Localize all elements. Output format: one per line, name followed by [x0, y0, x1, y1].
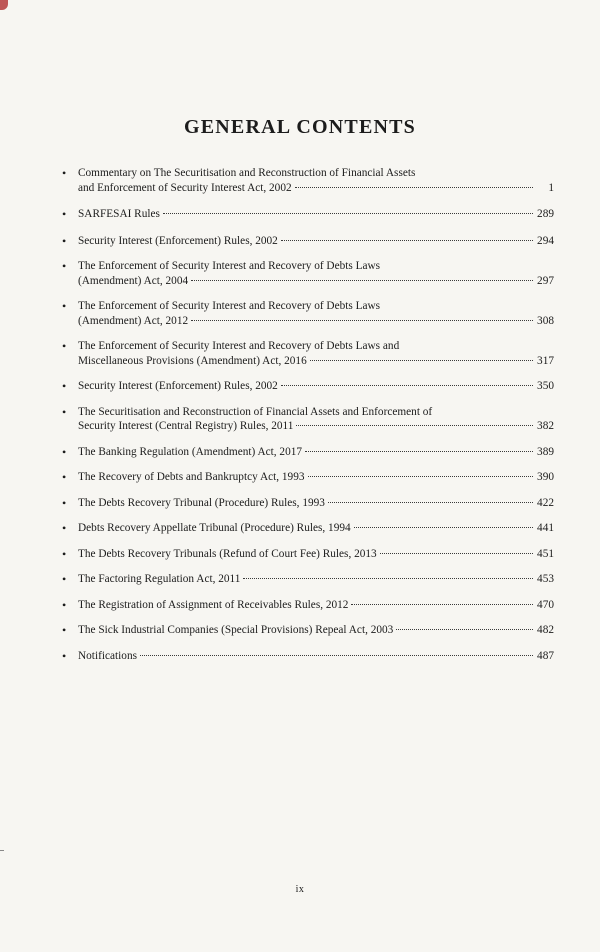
entry-page-number: 289: [537, 208, 554, 220]
entry-title: The Debts Recovery Tribunal (Procedure) Rules, 1993: [78, 496, 325, 509]
entry-page-number: 451: [537, 547, 554, 560]
entry-title-line2: and Enforcement of Security Interest Act, 2002: [78, 181, 292, 194]
entry-page-number: 294: [537, 234, 554, 247]
entry-title: The Factoring Regulation Act, 2011: [78, 573, 241, 585]
entry-page-number: 317: [537, 354, 554, 367]
contents-entry: [60, 166, 554, 195]
entry-page-number: 389: [537, 445, 554, 458]
entry-page-number: 308: [537, 314, 554, 327]
contents-entry: [60, 259, 554, 288]
dot-leader: [163, 213, 533, 214]
entry-page-number: 482: [537, 624, 554, 636]
bullet-icon: •: [62, 379, 67, 393]
entry-page-number: 1: [548, 181, 554, 194]
bullet-icon: •: [62, 597, 67, 612]
contents-entry: [60, 379, 554, 394]
bullet-icon: •: [62, 521, 67, 535]
contents-entry: [60, 649, 554, 664]
contents-entry: [60, 405, 554, 434]
contents-entry: [60, 339, 554, 368]
entry-title: The Registration of Assignment of Receivables Rules, 2012: [78, 598, 349, 611]
bullet-icon: •: [62, 339, 67, 353]
contents-entry: [60, 521, 554, 536]
contents-entry: [60, 496, 554, 511]
entry-title-line2: (Amendment) Act, 2012: [78, 314, 189, 327]
contents-entry: [60, 598, 554, 613]
entry-title-line1: The Enforcement of Security Interest and Recovery of Debts Laws and: [78, 340, 400, 352]
bullet-icon: •: [62, 495, 67, 510]
contents-entry: [60, 445, 554, 460]
bullet-icon: •: [62, 648, 67, 663]
entry-title-line1: The Enforcement of Security Interest and Recovery of Debts Laws: [78, 260, 381, 272]
page-margin-mark: [0, 850, 4, 851]
entry-title-line2: (Amendment) Act, 2004: [78, 274, 189, 287]
contents-entry: [60, 234, 554, 249]
dot-leader: [191, 320, 533, 321]
entry-page-number: 390: [537, 471, 554, 483]
bullet-icon: •: [62, 233, 67, 248]
dot-leader: [380, 553, 533, 554]
dot-leader: [140, 655, 533, 656]
bullet-icon: •: [62, 444, 67, 459]
entry-page-number: 382: [537, 420, 554, 432]
dot-leader: [191, 280, 533, 281]
bullet-icon: •: [62, 166, 67, 180]
dot-leader: [328, 502, 533, 503]
dot-leader: [351, 604, 533, 605]
page-title: GENERAL CONTENTS: [183, 116, 417, 138]
dot-leader: [310, 360, 533, 361]
entry-title: The Recovery of Debts and Bankruptcy Act, 1993: [78, 471, 305, 483]
bullet-icon: •: [62, 546, 67, 561]
bullet-icon: •: [62, 572, 67, 586]
entry-title-line1: Commentary on The Securitisation and Reconstruction of Financial Assets: [78, 167, 416, 179]
bullet-icon: •: [62, 259, 67, 273]
entry-title-line2: Security Interest (Central Registry) Rules, 2011: [78, 420, 294, 432]
entry-page-number: 470: [537, 598, 554, 611]
entry-title: Security Interest (Enforcement) Rules, 2002: [78, 234, 278, 247]
bullet-icon: •: [62, 404, 67, 419]
dot-leader: [281, 240, 533, 241]
dot-leader: [295, 187, 533, 188]
entry-page-number: 453: [537, 573, 554, 585]
entry-page-number: 297: [537, 274, 554, 287]
entry-title: The Sick Industrial Companies (Special Provisions) Repeal Act, 2003: [78, 624, 394, 636]
contents-entry: [60, 572, 554, 587]
entry-page-number: 422: [537, 496, 554, 509]
page-folio-number: ix: [295, 884, 305, 895]
bullet-icon: •: [62, 207, 67, 221]
contents-entry: [60, 547, 554, 562]
entry-title: Debts Recovery Appellate Tribunal (Procedure) Rules, 1994: [78, 522, 351, 534]
contents-entry: [60, 470, 554, 485]
contents-entry: [60, 623, 554, 638]
entry-page-number: 350: [537, 380, 554, 392]
contents-entry: [60, 299, 554, 328]
entry-page-number: 487: [537, 649, 554, 662]
entry-title: SARFESAI Rules: [78, 208, 160, 220]
dot-leader: [305, 451, 533, 452]
dot-leader: [308, 476, 533, 477]
contents-list: [60, 166, 554, 663]
entry-title-line2: Miscellaneous Provisions (Amendment) Act, 2016: [78, 354, 307, 367]
page-corner-mark: [0, 0, 8, 10]
contents-entry: [60, 207, 554, 222]
bullet-icon: •: [62, 470, 67, 484]
entry-title-line1: The Securitisation and Reconstruction of Financial Assets and Enforcement of: [78, 405, 433, 418]
dot-leader: [354, 527, 533, 528]
entry-title: The Banking Regulation (Amendment) Act, 2017: [78, 445, 303, 458]
entry-page-number: 441: [537, 522, 554, 534]
dot-leader: [281, 385, 533, 386]
entry-title: The Debts Recovery Tribunals (Refund of Court Fee) Rules, 2013: [78, 547, 377, 560]
entry-title: Notifications: [78, 649, 137, 662]
entry-title-line1: The Enforcement of Security Interest and Recovery of Debts Laws: [78, 300, 381, 312]
bullet-icon: •: [62, 623, 67, 637]
dot-leader: [243, 578, 533, 579]
dot-leader: [396, 629, 533, 630]
entry-title: Security Interest (Enforcement) Rules, 2002: [78, 380, 278, 392]
dot-leader: [296, 425, 533, 426]
bullet-icon: •: [62, 299, 67, 313]
